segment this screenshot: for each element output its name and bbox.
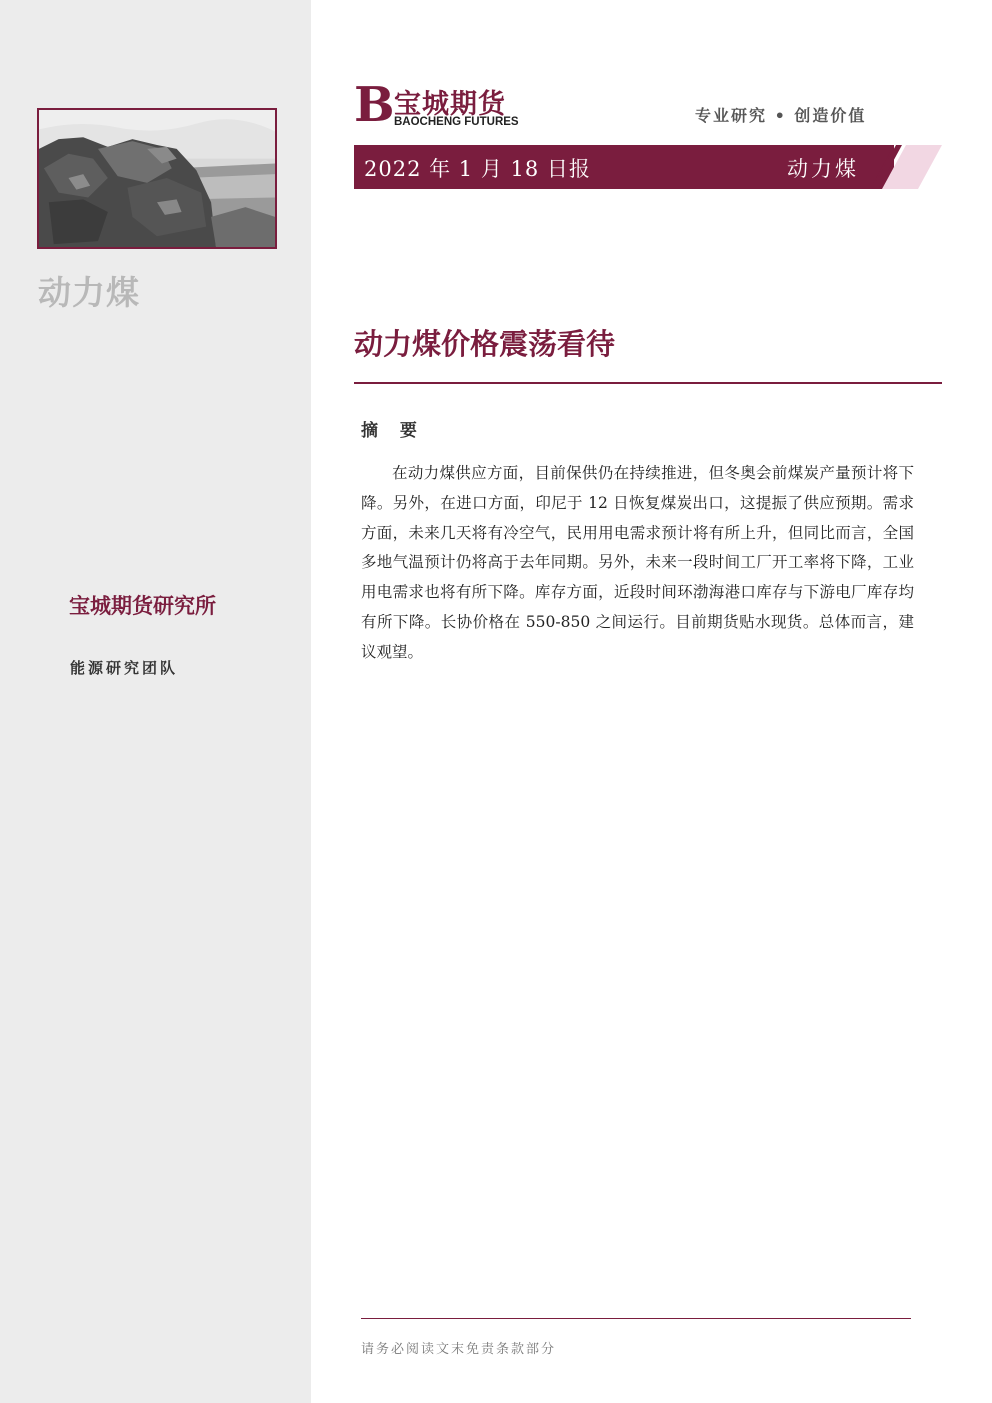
title-divider bbox=[354, 382, 942, 384]
footer-disclaimer: 请务必阅读文末免责条款部分 bbox=[361, 1342, 557, 1357]
banner-stripes-decoration bbox=[860, 145, 942, 189]
abstract-body: 在动力煤供应方面，目前保供仍在持续推进，但冬奥会前煤炭产量预计将下降。另外，在进口方面，印尼于 12 日恢复煤炭出口，这提振了供应预期。需求方面，未来几天将有冷空气，民用用电需求预计将有所上升，但同比而言，全国多地气温预计仍将高于去年同期。另外，未来一段时间工厂开工率将下降，工业用电需求也将有所下降。库存方面，近段时间环渤海港口库存与下游电厂库存均有所下降。长协价格在 550-850 之间运行。目前期货贴水现货。总体而言，建议观望。 bbox=[361, 464, 914, 661]
footer-divider bbox=[361, 1318, 911, 1319]
slogan: 专业研究 • 创造价值 bbox=[695, 106, 867, 125]
cover-photo bbox=[37, 108, 277, 249]
report-date: 2022 年 1 月 18 日报 bbox=[364, 157, 591, 181]
company-logo bbox=[354, 77, 524, 133]
abstract-heading: 摘 要 bbox=[361, 421, 425, 441]
banner-category: 动力煤 bbox=[787, 157, 859, 181]
sidebar-category: 动力煤 bbox=[38, 273, 140, 312]
logo-english-name: BAOCHENG FUTURES bbox=[394, 116, 519, 128]
rocky-coal-landscape-image bbox=[39, 110, 275, 247]
logo-chinese-name: 宝城期货 bbox=[394, 89, 506, 120]
report-title: 动力煤价格震荡看待 bbox=[354, 327, 616, 361]
logo-mark-icon: B bbox=[354, 77, 395, 133]
sidebar-institute: 宝城期货研究所 bbox=[69, 594, 216, 618]
sidebar-team: 能源研究团队 bbox=[70, 659, 179, 677]
